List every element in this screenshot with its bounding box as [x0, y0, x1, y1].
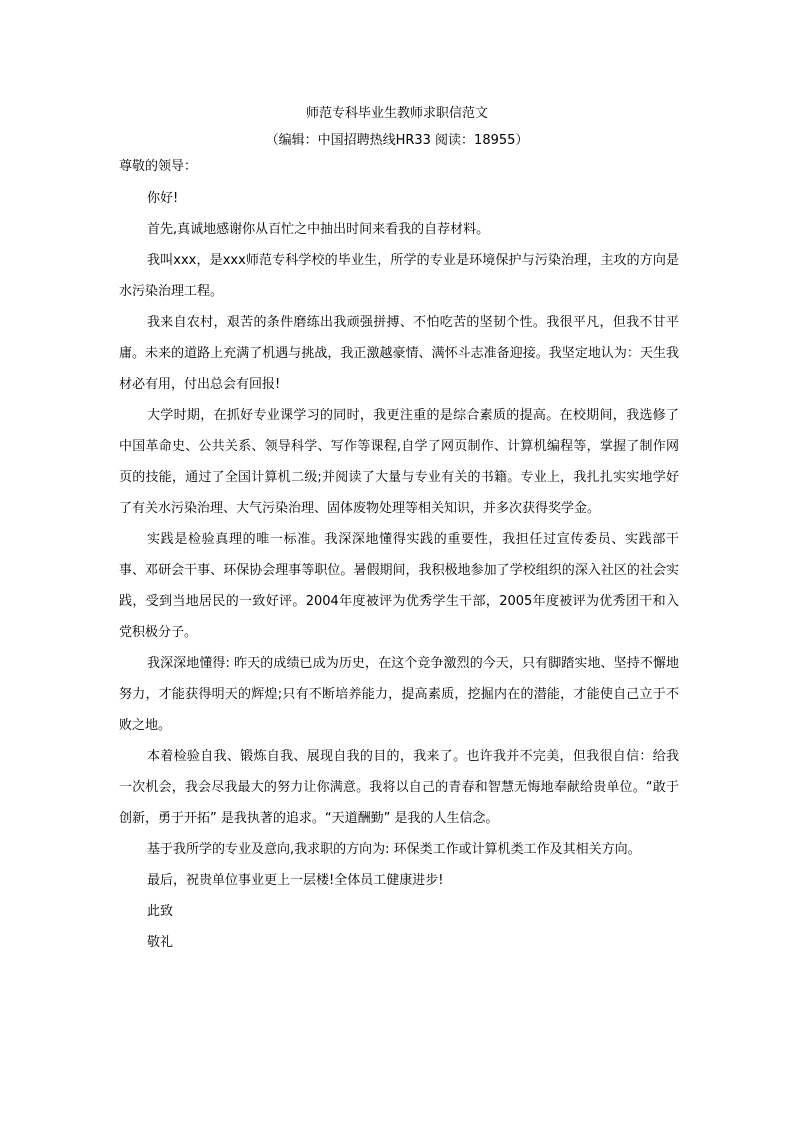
paragraph-intro: 我叫xxx，是xxx师范专科学校的毕业生，所学的专业是环境保护与污染治理，主攻的方向是水污染治理工程。 — [119, 253, 679, 299]
closing-cizhi: 此致 — [147, 904, 174, 919]
closing-jingli: 敬礼 — [147, 935, 174, 950]
paragraph-greeting: 你好! — [147, 191, 179, 206]
letter-body — [119, 183, 679, 958]
salutation: 尊敬的领导： — [119, 159, 198, 174]
paragraph-wishes: 最后，祝贵单位事业更上一层楼!全体员工健康进步! — [147, 873, 444, 888]
document-subtitle: （编辑：中国招聘热线HR33 阅读：18955） — [265, 133, 529, 148]
document-title: 师范专科毕业生教师求职信范文 — [305, 106, 488, 121]
paragraph-thanks: 首先,真诚地感谢你从百忙之中抽出时间来看我的自荐材料。 — [147, 222, 490, 237]
paragraph-background: 我来自农村，艰苦的条件磨练出我顽强拼搏、不怕吃苦的坚韧个性。我很平凡，但我不甘平庸。未来的道路上充满了机遇与挑战，我正激越豪情、满怀斗志准备迎接。我坚定地认为：天生我材必有用，付出总会有回报! — [119, 315, 679, 392]
paragraph-philosophy: 我深深地懂得: 昨天的成绩已成为历史，在这个竞争激烈的今天，只有脚踏实地、坚持不懈地努力，才能获得明天的辉煌;只有不断培养能力，提高素质，挖掘内在的潜能，才能使自己立于不败之地。 — [119, 656, 679, 733]
paragraph-direction: 基于我所学的专业及意向,我求职的方向为: 环保类工作或计算机类工作及其相关方向。 — [147, 842, 641, 857]
paragraph-confidence: 本着检验自我、锻炼自我、展现自我的目的，我来了。也许我并不完美，但我很自信：给我一次机会，我会尽我最大的努力让你满意。我将以自己的青春和智慧无悔地奉献给贵单位。“敢于创新，勇于开拓” 是我执著的追求。“天道酬勤” 是我的人生信念。 — [119, 749, 679, 826]
paragraph-practice: 实践是检验真理的唯一标准。我深深地懂得实践的重要性，我担任过宣传委员、实践部干事、邓研会干事、环保协会理事等职位。暑假期间，我积极地参加了学校组织的深入社区的社会实践，受到当地居民的一致好评。2004年度被评为优秀学生干部，2005年度被评为优秀团干和入党积极分子。 — [119, 532, 679, 640]
paragraph-education: 大学时期，在抓好专业课学习的同时，我更注重的是综合素质的提高。在校期间，我选修了中国革命史、公共关系、领导科学、写作等课程,自学了网页制作、计算机编程等，掌握了制作网页的技能，通过了全国计算机二级;并阅读了大量与专业有关的书籍。专业上，我扎扎实实地学好了有关水污染治理、大气污染治理、固体废物处理等相关知识，并多次获得奖学金。 — [119, 408, 679, 516]
